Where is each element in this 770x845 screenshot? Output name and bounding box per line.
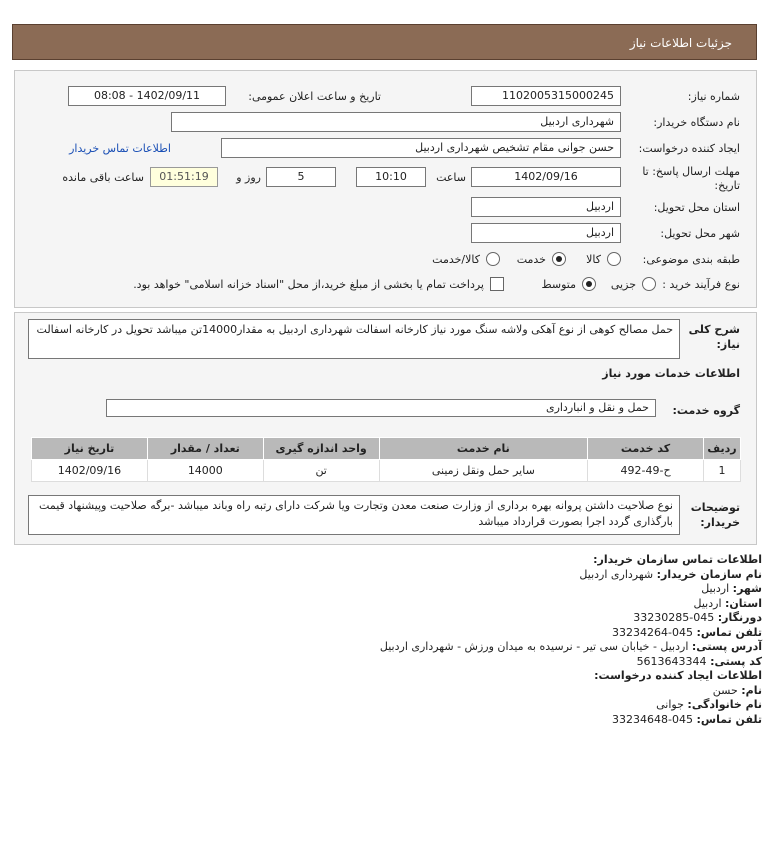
contact-postal-line [22, 655, 762, 670]
process-option-minor: جزیی [610, 278, 636, 291]
need-number-field: 1102005315000245 [471, 86, 621, 106]
process-radio-minor[interactable] [642, 277, 656, 291]
city-label: شهر محل تحویل: [660, 227, 740, 240]
contact-province-key: استان: [725, 596, 762, 610]
announce-datetime-label: تاریخ و ساعت اعلان عمومی: [248, 90, 381, 103]
creator-name-val: حسن [712, 683, 738, 697]
city-field: اردبیل [471, 223, 621, 243]
summary-label-line2: نیاز: [716, 338, 740, 351]
contact-phone-key: تلفن تماس: [696, 625, 762, 639]
creator-label: ایجاد کننده درخواست: [638, 142, 740, 155]
buyer-contact-section [22, 553, 762, 727]
contact-province-val: اردبیل [693, 596, 722, 610]
days-label: روز و [236, 171, 261, 184]
service-group-field: حمل و نقل و انبارداری [106, 399, 656, 417]
col-header-need-date: تاریخ نیاز [32, 438, 148, 460]
contact-org-val: شهرداری اردبیل [579, 567, 654, 581]
contact-address-key: آدرس پستی: [691, 640, 762, 653]
need-number-label: شماره نیاز: [687, 90, 740, 103]
need-details-panel [14, 312, 757, 545]
contact-address-line [22, 640, 762, 655]
col-header-quantity: تعداد / مقدار [147, 438, 263, 460]
treasury-payment-checkbox[interactable] [490, 277, 504, 291]
announce-datetime-field: 1402/09/11 - 08:08 [68, 86, 226, 106]
category-option-goods-service: کالا/خدمت [432, 253, 480, 266]
creator-family-line [22, 698, 762, 713]
contact-postal-val: 5613643344 [636, 654, 707, 668]
category-radio-goods[interactable] [607, 252, 621, 266]
creator-family-val: جوانی [656, 698, 684, 711]
deadline-time-label: ساعت [436, 171, 466, 184]
summary-text-box: حمل مصالح کوهی از نوع آهکی ولاشه سنگ مورد نیاز کارخانه اسفالت شهرداری اردبیل به مقدار14000تن میباشد تحویل در کارخانه اسفالت [28, 319, 680, 359]
col-header-service-code: کد خدمت [588, 438, 704, 460]
remaining-days-field: 5 [266, 167, 336, 187]
cell-row-num: 1 [703, 460, 740, 482]
page-title: جزئیات اطلاعات نیاز [629, 36, 732, 50]
page-header [12, 24, 757, 60]
contact-org-key: نام سازمان خریدار: [656, 567, 762, 581]
creator-info-heading: اطلاعات ایجاد کننده درخواست: [594, 669, 762, 682]
cell-unit: تن [263, 460, 379, 482]
process-type-label: نوع فرآیند خرید : [662, 278, 740, 291]
creator-phone-key: تلفن تماس: [696, 712, 762, 726]
col-header-row-num: ردیف [703, 438, 740, 460]
services-table [31, 437, 741, 482]
process-option-medium: متوسط [541, 278, 576, 291]
col-header-unit: واحد اندازه گیری [263, 438, 379, 460]
contact-fax-val: 045-33230285 [633, 611, 715, 624]
buyer-notes-box: نوع صلاحیت داشتن پروانه بهره برداری از وزارت صنعت معدن وتجارت ویا شرکت دارای رتبه راه وباند میباشد -برگه صلاحیت وپیشنهاد قیمت بارگذاری گردد اجرا بصورت قرارداد میباشد [28, 495, 680, 535]
contact-phone-line [22, 626, 762, 641]
cell-need-date: 1402/09/16 [32, 460, 148, 482]
contact-city-val: اردبیل [701, 582, 730, 595]
summary-label-line1: شرح کلی [688, 323, 740, 336]
category-label: طبقه بندی موضوعی: [642, 253, 740, 266]
contact-city-line [22, 582, 762, 597]
creator-phone-line [22, 713, 762, 728]
deadline-label-line1: مهلت ارسال پاسخ: تا [642, 165, 740, 178]
creator-field: حسن جوانی مقام تشخیص شهرداری اردبیل [221, 138, 621, 158]
category-option-service: خدمت [516, 253, 546, 266]
creator-name-line [22, 684, 762, 699]
contact-heading: اطلاعات تماس سازمان خریدار: [593, 553, 762, 566]
contact-phone-val: 045-33234264 [612, 625, 694, 639]
cell-service-code: ح-49-492 [588, 460, 704, 482]
buyer-org-field: شهرداری اردبیل [171, 112, 621, 132]
table-row [32, 460, 741, 482]
table-header-row [32, 438, 741, 460]
service-group-label: گروه خدمت: [672, 404, 740, 417]
buyer-notes-label-line1: توضیحات [690, 501, 740, 514]
category-option-goods: کالا [586, 253, 601, 266]
treasury-payment-note: پرداخت تمام یا بخشی از مبلغ خرید،از محل "اسناد خزانه اسلامی" خواهد بود. [133, 278, 484, 291]
category-radio-service[interactable] [552, 252, 566, 266]
deadline-label-line2: تاریخ: [714, 179, 740, 192]
creator-name-key: نام: [741, 683, 762, 697]
contact-province-line [22, 597, 762, 612]
contact-address-val: اردبیل - خیابان سی تیر - نرسیده به میدان ورزش - شهرداری اردبیل [379, 640, 689, 653]
buyer-notes-label-line2: خریدار: [700, 516, 740, 529]
category-radio-goods-service[interactable] [486, 252, 500, 266]
cell-service-name: سایر حمل ونقل زمینی [379, 460, 588, 482]
contact-city-key: شهر: [732, 582, 762, 595]
process-radio-medium[interactable] [582, 277, 596, 291]
remaining-time-field: 01:51:19 [150, 167, 218, 187]
services-heading: اطلاعات خدمات مورد نیاز [602, 367, 740, 380]
remaining-time-label: ساعت باقی مانده [62, 171, 144, 184]
cell-quantity: 14000 [147, 460, 263, 482]
contact-fax-line [22, 611, 762, 626]
buyer-org-label: نام دستگاه خریدار: [653, 116, 740, 129]
need-info-panel [14, 70, 757, 308]
buyer-contact-link[interactable]: اطلاعات تماس خریدار [69, 142, 171, 155]
contact-postal-key: کد پستی: [710, 654, 762, 668]
creator-phone-val: 045-33234648 [612, 712, 694, 726]
col-header-service-name: نام خدمت [379, 438, 588, 460]
contact-fax-key: دورنگار: [717, 611, 762, 624]
province-label: استان محل تحویل: [653, 201, 740, 214]
creator-family-key: نام خانوادگی: [687, 698, 762, 711]
province-field: اردبیل [471, 197, 621, 217]
deadline-time-field: 10:10 [356, 167, 426, 187]
contact-org-line [22, 568, 762, 583]
deadline-date-field: 1402/09/16 [471, 167, 621, 187]
